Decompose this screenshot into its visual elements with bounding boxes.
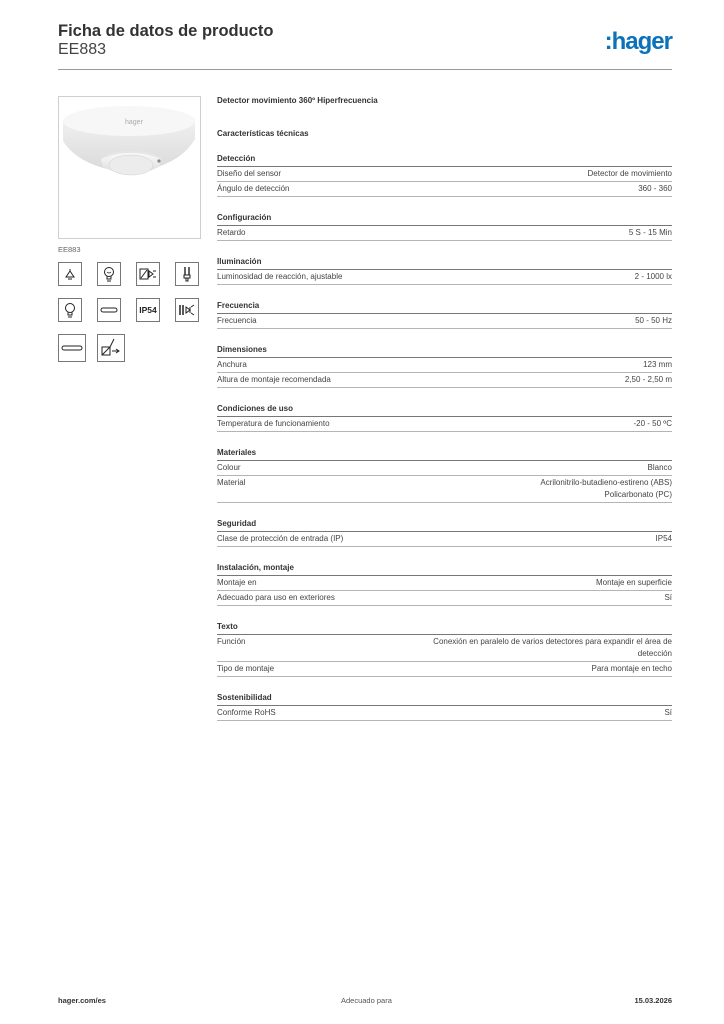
image-caption: EE883 <box>58 245 81 254</box>
section-heading: Detección <box>217 153 672 167</box>
spec-value: 5 S - 15 Min <box>628 228 672 237</box>
spec-label: Montaje en <box>217 578 257 587</box>
left-column <box>58 96 201 315</box>
spec-section <box>217 692 672 721</box>
spec-row <box>217 314 672 329</box>
spec-row <box>217 358 672 373</box>
spec-section <box>217 562 672 606</box>
section-heading: Configuración <box>217 212 672 226</box>
led-strip-icon <box>175 298 199 322</box>
svg-text:hager: hager <box>125 119 143 126</box>
spec-value: Para montaje en techo <box>591 664 672 673</box>
spec-value: Conexión en paralelo de varios detectores para expandir el área de detección <box>433 637 672 658</box>
spec-value: 2 - 1000 lx <box>634 272 672 281</box>
spec-section <box>217 300 672 329</box>
product-name: Detector movimiento 360º Hiperfrecuencia <box>217 96 378 105</box>
spec-row <box>217 226 672 241</box>
spec-label: Altura de montaje recomendada <box>217 375 331 384</box>
section-heading: Instalación, montaje <box>217 562 672 576</box>
section-heading: Dimensiones <box>217 344 672 358</box>
spec-section <box>217 256 672 285</box>
header-divider <box>58 69 672 70</box>
spec-label: Clase de protección de entrada (IP) <box>217 534 344 543</box>
fluorescent-tube-icon <box>97 298 121 322</box>
spec-label: Colour <box>217 463 241 472</box>
section-heading: Iluminación <box>217 256 672 270</box>
spec-value: IP54 <box>655 534 672 543</box>
section-heading: Condiciones de uso <box>217 403 672 417</box>
spec-label: Tipo de montaje <box>217 664 275 673</box>
spec-row <box>217 270 672 285</box>
section-heading: Materiales <box>217 447 672 461</box>
spec-section <box>217 621 672 677</box>
ceiling-lamp-icon <box>58 262 82 286</box>
footer-center-text: Adecuado para <box>341 996 392 1005</box>
spec-label: Material <box>217 478 246 487</box>
footer-website[interactable]: hager.com/es <box>58 996 106 1005</box>
hager-logo: :hager <box>604 28 672 55</box>
product-image <box>58 96 201 239</box>
spec-section <box>217 447 672 503</box>
spec-label: Función <box>217 637 246 646</box>
spec-row <box>217 476 672 503</box>
light-bulb-icon <box>58 298 82 322</box>
spec-row <box>217 635 672 662</box>
spec-row <box>217 532 672 547</box>
spec-row <box>217 373 672 388</box>
footer-date: 15.03.2026 <box>634 996 672 1005</box>
spec-row <box>217 461 672 476</box>
cfl-lamp-icon <box>175 262 199 286</box>
section-heading: Seguridad <box>217 518 672 532</box>
spec-section <box>217 153 672 197</box>
spec-value: Detector de movimiento <box>587 169 672 178</box>
spec-label: Adecuado para uso en exteriores <box>217 593 335 602</box>
spec-section <box>217 403 672 432</box>
section-heading: Texto <box>217 621 672 635</box>
spec-value: -20 - 50 ºC <box>633 419 672 428</box>
ip54-icon: IP54 <box>136 298 160 322</box>
motion-detector-illustration <box>59 97 200 238</box>
spec-row <box>217 662 672 677</box>
section-heading: Frecuencia <box>217 300 672 314</box>
spec-column <box>217 96 672 721</box>
spec-value: 360 - 360 <box>638 184 672 193</box>
spec-value: Sí <box>664 593 672 602</box>
spec-row <box>217 167 672 182</box>
spec-section <box>217 344 672 388</box>
spec-label: Retardo <box>217 228 246 237</box>
spec-row <box>217 591 672 606</box>
spec-value: Blanco <box>647 463 672 472</box>
spec-row <box>217 417 672 432</box>
spec-row <box>217 576 672 591</box>
spec-value: Acrilonitrilo-butadieno-estireno (ABS) Policarbonato (PC) <box>540 478 672 499</box>
product-code: EE883 <box>58 41 107 58</box>
technical-characteristics-heading: Características técnicas <box>217 129 309 138</box>
spec-value: 50 - 50 Hz <box>635 316 672 325</box>
spec-value: 2,50 - 2,50 m <box>624 375 672 384</box>
spec-label: Luminosidad de reacción, ajustable <box>217 272 343 281</box>
transformer-load-icon <box>97 334 125 362</box>
section-heading: Sostenibilidad <box>217 692 672 706</box>
spec-label: Frecuencia <box>217 316 257 325</box>
spec-section <box>217 518 672 547</box>
spec-row <box>217 182 672 197</box>
spec-sections <box>217 153 672 721</box>
spec-label: Anchura <box>217 360 247 369</box>
spec-value: 123 mm <box>643 360 672 369</box>
spec-label: Conforme RoHS <box>217 708 276 717</box>
document-title: Ficha de datos de producto <box>58 22 274 40</box>
spec-row <box>217 706 672 721</box>
spec-label: Diseño del sensor <box>217 169 282 178</box>
spec-label: Ángulo de detección <box>217 184 290 193</box>
spec-section <box>217 212 672 241</box>
spec-value: Montaje en superficie <box>595 578 672 587</box>
led-driver-icon <box>136 262 160 286</box>
spec-value: Sí <box>664 708 672 717</box>
fluorescent-lamp-icon <box>58 334 86 362</box>
page-header <box>58 20 672 70</box>
spec-label: Temperatura de funcionamiento <box>217 419 330 428</box>
incandescent-bulb-icon <box>97 262 121 286</box>
